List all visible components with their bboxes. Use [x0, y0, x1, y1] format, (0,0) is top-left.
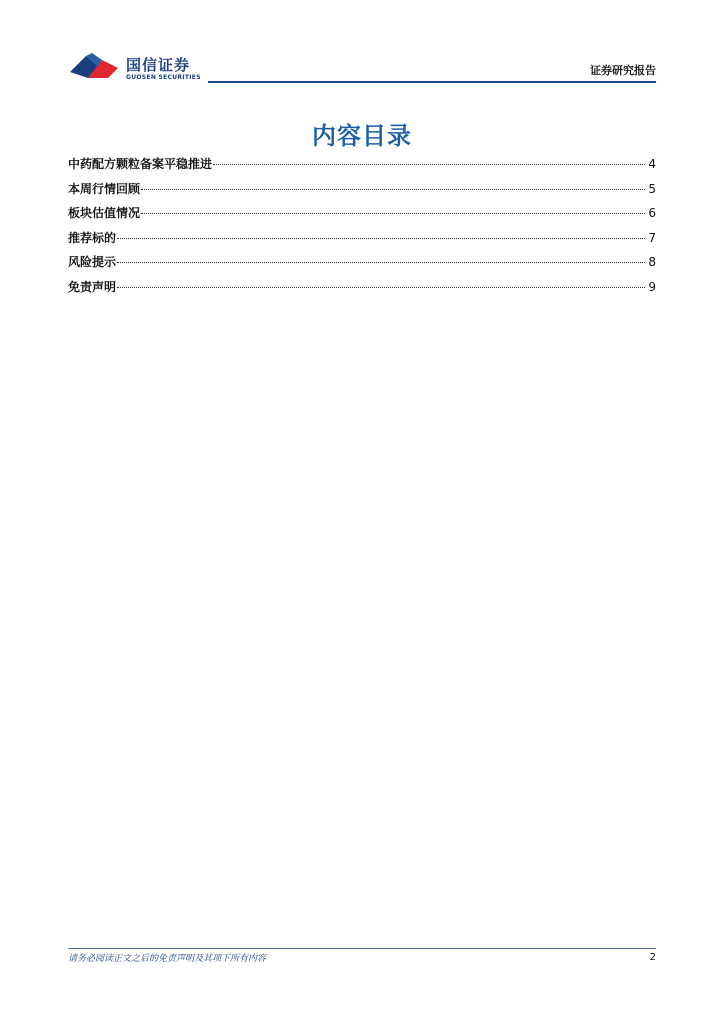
toc-item-page: 7: [648, 230, 656, 245]
company-logo: [68, 50, 201, 84]
toc-item[interactable]: [68, 180, 656, 205]
toc-leader-dots: [117, 238, 645, 239]
toc-item[interactable]: [68, 278, 656, 303]
toc-item-label: 风险提示: [68, 255, 117, 269]
toc-leader-dots: [213, 164, 645, 165]
toc-item[interactable]: [68, 204, 656, 229]
toc-item[interactable]: [68, 253, 656, 278]
header-divider: [208, 81, 656, 83]
toc-item-page: 8: [648, 255, 656, 269]
toc-item-page: 5: [648, 181, 656, 196]
toc-item-label: 本周行情回顾: [68, 181, 141, 196]
toc-item-label: 中药配方颗粒备案平稳推进: [68, 157, 213, 171]
toc-leader-dots: [117, 262, 645, 263]
table-of-contents: [68, 155, 656, 302]
logo-mark-icon: [68, 52, 122, 80]
toc-item[interactable]: [68, 229, 656, 254]
toc-leader-dots: [117, 287, 645, 288]
toc-item[interactable]: [68, 155, 656, 180]
report-type-label: 证券研究报告: [590, 64, 656, 77]
toc-item-label: 免责声明: [68, 279, 117, 294]
toc-leader-dots: [141, 213, 645, 214]
page-header: [68, 48, 656, 86]
toc-leader-dots: [141, 189, 645, 190]
toc-item-label: 板块估值情况: [68, 206, 141, 220]
logo-chinese-name: 国信证券: [126, 56, 191, 74]
toc-item-page: 6: [648, 206, 656, 220]
disclaimer-note: 请务必阅读正文之后的免责声明及其项下所有内容: [68, 954, 267, 964]
footer-divider: [68, 948, 656, 949]
toc-title: 内容目录: [312, 122, 412, 150]
toc-item-page: 9: [648, 279, 656, 294]
toc-item-label: 推荐标的: [68, 230, 117, 245]
page-number: 2: [649, 952, 656, 963]
toc-item-page: 4: [648, 157, 656, 171]
logo-english-name: GUOSEN SECURITIES: [126, 74, 201, 81]
